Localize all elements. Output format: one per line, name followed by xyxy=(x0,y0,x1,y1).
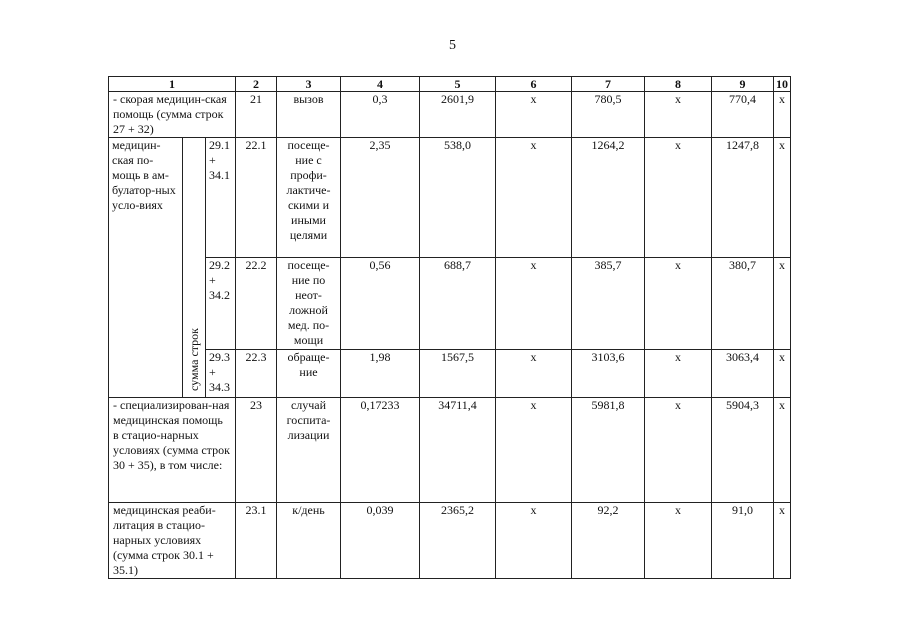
value-cell: 5981,8 xyxy=(572,398,645,503)
value-cell: х xyxy=(496,138,572,258)
row-ref: 29.3 + 34.3 xyxy=(206,350,236,398)
value-cell: 92,2 xyxy=(572,503,645,579)
col-header-4: 4 xyxy=(341,77,420,92)
value-cell: 1264,2 xyxy=(572,138,645,258)
value-cell: 385,7 xyxy=(572,258,645,350)
row-label: - специализирован-ная медицинская помощь в стацио-нарных условиях (сумма строк 30 + 35), в том числе: xyxy=(109,398,236,503)
value-cell: х xyxy=(496,350,572,398)
unit-cell: посеще-ние по неот-ложной мед. по-мощи xyxy=(277,258,341,350)
value-cell: 0,56 xyxy=(341,258,420,350)
value-cell: х xyxy=(774,398,791,503)
unit-cell: случай госпита-лизации xyxy=(277,398,341,503)
row-code: 22.3 xyxy=(236,350,277,398)
value-cell: х xyxy=(645,398,712,503)
value-cell: х xyxy=(645,503,712,579)
table-row xyxy=(109,258,791,350)
value-cell: х xyxy=(774,503,791,579)
col-header-6: 6 xyxy=(496,77,572,92)
row-label: - скорая медицин-ская помощь (сумма строк 27 + 32) xyxy=(109,92,236,138)
unit-cell: обраще-ние xyxy=(277,350,341,398)
value-cell: 688,7 xyxy=(420,258,496,350)
value-cell: 780,5 xyxy=(572,92,645,138)
value-cell: х xyxy=(774,92,791,138)
unit-cell: к/день xyxy=(277,503,341,579)
value-cell: 1567,5 xyxy=(420,350,496,398)
value-cell: 0,039 xyxy=(341,503,420,579)
row-code: 21 xyxy=(236,92,277,138)
value-cell: х xyxy=(496,92,572,138)
row-code: 22.1 xyxy=(236,138,277,258)
col-header-8: 8 xyxy=(645,77,712,92)
value-cell: 1247,8 xyxy=(712,138,774,258)
value-cell: х xyxy=(774,138,791,258)
value-cell: х xyxy=(774,350,791,398)
header-row xyxy=(109,77,791,92)
value-cell: х xyxy=(496,258,572,350)
page-number: 5 xyxy=(449,38,456,53)
table-row xyxy=(109,398,791,503)
value-cell: х xyxy=(645,92,712,138)
col-header-10: 10 xyxy=(774,77,791,92)
value-cell: 34711,4 xyxy=(420,398,496,503)
value-cell: 3103,6 xyxy=(572,350,645,398)
row-code: 23 xyxy=(236,398,277,503)
value-cell: 2601,9 xyxy=(420,92,496,138)
value-cell: х xyxy=(645,258,712,350)
value-cell: 91,0 xyxy=(712,503,774,579)
table-row xyxy=(109,503,791,579)
row-ref: 29.2 + 34.2 xyxy=(206,258,236,350)
value-cell: х xyxy=(645,350,712,398)
col-header-2: 2 xyxy=(236,77,277,92)
value-cell: 3063,4 xyxy=(712,350,774,398)
value-cell: х xyxy=(645,138,712,258)
row-ref: 29.1 + 34.1 xyxy=(206,138,236,258)
value-cell: 2,35 xyxy=(341,138,420,258)
table-row xyxy=(109,92,791,138)
value-cell: 770,4 xyxy=(712,92,774,138)
col-header-3: 3 xyxy=(277,77,341,92)
unit-cell: вызов xyxy=(277,92,341,138)
sum-label-cell xyxy=(183,138,206,398)
value-cell: х xyxy=(496,398,572,503)
col-header-9: 9 xyxy=(712,77,774,92)
unit-cell: посеще-ние с профи-лактиче-скими и иными целями xyxy=(277,138,341,258)
col-header-5: 5 xyxy=(420,77,496,92)
col-header-1: 1 xyxy=(109,77,236,92)
value-cell: х xyxy=(496,503,572,579)
value-cell: 1,98 xyxy=(341,350,420,398)
sum-label: сумма строк xyxy=(186,328,201,391)
value-cell: 0,3 xyxy=(341,92,420,138)
table-row xyxy=(109,138,791,258)
table-row xyxy=(109,350,791,398)
value-cell: 380,7 xyxy=(712,258,774,350)
value-cell: 5904,3 xyxy=(712,398,774,503)
ambulatory-label: медицин-ская по-мощь в ам-булатор-ных усло-виях xyxy=(109,138,183,398)
row-code: 23.1 xyxy=(236,503,277,579)
value-cell: х xyxy=(774,258,791,350)
value-cell: 538,0 xyxy=(420,138,496,258)
row-code: 22.2 xyxy=(236,258,277,350)
value-cell: 2365,2 xyxy=(420,503,496,579)
row-label: медицинская реаби-литация в стацио-нарных условиях (сумма строк 30.1 + 35.1) xyxy=(109,503,236,579)
col-header-7: 7 xyxy=(572,77,645,92)
value-cell: 0,17233 xyxy=(341,398,420,503)
data-table xyxy=(108,76,791,579)
